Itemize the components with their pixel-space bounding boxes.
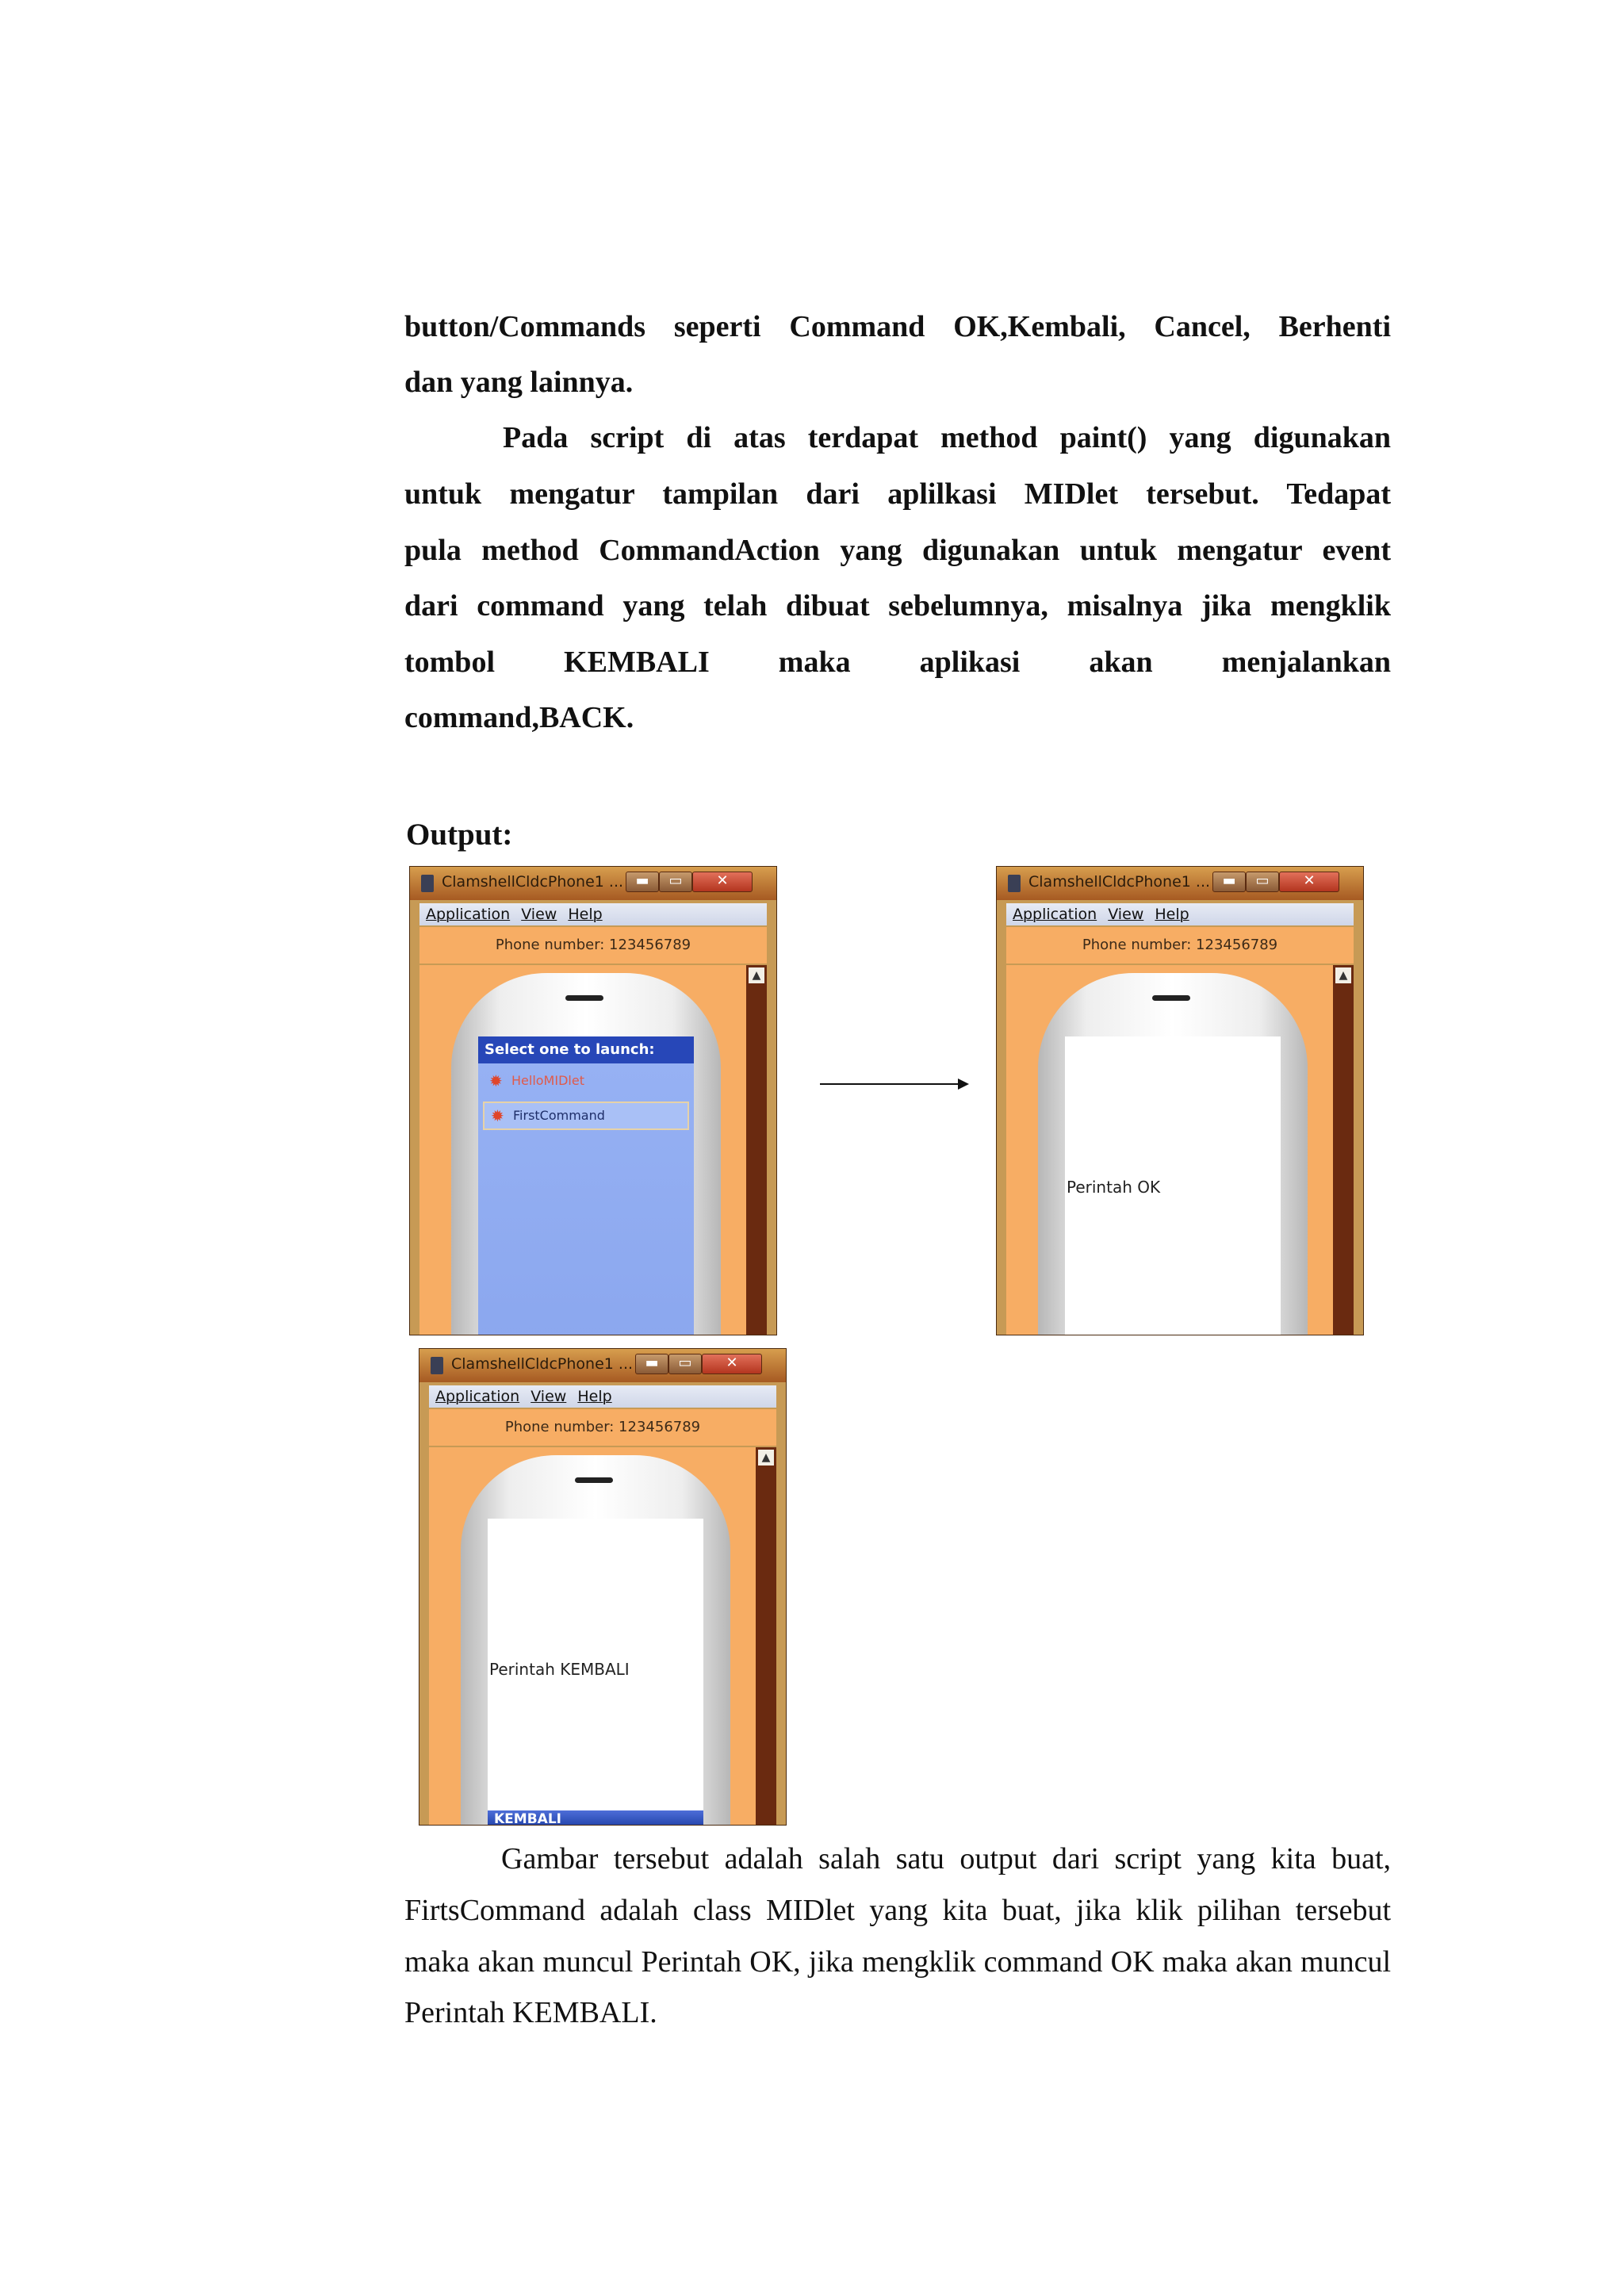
menu-bar	[419, 903, 767, 925]
speaker-icon	[575, 1477, 613, 1483]
phone-device	[451, 973, 721, 1335]
menu-bar	[1006, 903, 1354, 925]
paragraph-line: tombol KEMBALI maka aplikasi akan menjalankan	[404, 646, 1391, 679]
menu-application[interactable]: Application	[1013, 906, 1097, 923]
select-header: Select one to launch:	[478, 1036, 694, 1063]
midlet-icon: ✹	[491, 1106, 504, 1125]
scrollbar[interactable]	[746, 965, 767, 1335]
maximize-button[interactable]: ▭	[659, 872, 692, 892]
phone-icon	[1008, 875, 1021, 892]
window-title: ClamshellCldcPhone1 ...	[1028, 873, 1211, 891]
phone-device	[1038, 973, 1308, 1335]
title-bar	[410, 867, 776, 900]
speaker-icon	[565, 995, 603, 1001]
phone-icon	[421, 875, 434, 892]
screen-message: Perintah OK	[1067, 1178, 1161, 1197]
phone-number-label: Phone number: 123456789	[429, 1409, 776, 1446]
paragraph-line: Perintah KEMBALI.	[404, 1996, 657, 2029]
phone-number-label: Phone number: 123456789	[1006, 927, 1354, 964]
menu-application[interactable]: Application	[435, 1388, 520, 1405]
list-item-hellomidlet[interactable]	[483, 1068, 689, 1094]
midlet-icon: ✹	[489, 1071, 503, 1090]
phone-device	[461, 1455, 730, 1826]
window-title: ClamshellCldcPhone1 ...	[442, 873, 624, 891]
paragraph-line: FirtsCommand adalah class MIDlet yang kita buat, jika klik pilihan tersebut	[404, 1894, 1391, 1927]
paragraph-line: command,BACK.	[404, 701, 634, 734]
kembali-softkey[interactable]: KEMBALI	[494, 1811, 561, 1826]
phone-number-label: Phone number: 123456789	[419, 927, 767, 964]
scroll-up-icon[interactable]: ▲	[1335, 967, 1351, 983]
paragraph-line: maka akan muncul Perintah OK, jika mengklik command OK maka akan muncul	[404, 1945, 1391, 1979]
scroll-up-icon[interactable]: ▲	[749, 967, 764, 983]
menu-help[interactable]: Help	[577, 1388, 612, 1405]
phone-icon	[431, 1357, 443, 1374]
title-bar	[419, 1349, 786, 1382]
menu-view[interactable]: View	[521, 906, 557, 923]
speaker-icon	[1152, 995, 1190, 1001]
soft-key-bar	[488, 1810, 703, 1826]
list-item-firstcommand[interactable]	[483, 1102, 689, 1130]
paragraph-line: Pada script di atas terdapat method paint() yang digunakan	[503, 421, 1391, 454]
paragraph-line: dari command yang telah dibuat sebelumnya, misalnya jika mengklik	[404, 589, 1391, 623]
title-bar	[997, 867, 1363, 900]
emulator-window-launcher	[409, 866, 777, 1335]
scrollbar[interactable]	[1333, 965, 1354, 1335]
maximize-button[interactable]: ▭	[668, 1354, 702, 1374]
menu-view[interactable]: View	[1108, 906, 1144, 923]
output-heading: Output:	[406, 818, 513, 852]
menu-application[interactable]: Application	[426, 906, 511, 923]
close-button[interactable]: ✕	[692, 872, 753, 892]
minimize-button[interactable]: ▬	[626, 872, 659, 892]
menu-view[interactable]: View	[530, 1388, 567, 1405]
phone-screen	[1065, 1036, 1281, 1335]
arrow-line	[820, 1083, 959, 1085]
menu-help[interactable]: Help	[1155, 906, 1189, 923]
list-item-label: FirstCommand	[513, 1108, 605, 1123]
close-button[interactable]: ✕	[702, 1354, 762, 1374]
scrollbar[interactable]	[756, 1447, 776, 1825]
phone-screen	[488, 1519, 703, 1826]
maximize-button[interactable]: ▭	[1246, 872, 1279, 892]
arrow-right-icon	[958, 1079, 969, 1090]
window-title: ClamshellCldcPhone1 ...	[451, 1355, 634, 1373]
phone-screen	[478, 1036, 694, 1335]
emulator-window-ok	[996, 866, 1364, 1335]
list-item-label: HelloMIDlet	[511, 1073, 584, 1088]
paragraph-line: button/Commands seperti Command OK,Kembali, Cancel, Berhenti	[404, 310, 1391, 343]
emulator-window-kembali	[419, 1348, 787, 1826]
menu-bar	[429, 1385, 776, 1408]
paragraph-line: dan yang lainnya.	[404, 366, 634, 399]
scroll-up-icon[interactable]: ▲	[758, 1450, 774, 1466]
paragraph-line: Gambar tersebut adalah salah satu output dari script yang kita buat,	[501, 1842, 1391, 1875]
minimize-button[interactable]: ▬	[635, 1354, 668, 1374]
close-button[interactable]: ✕	[1279, 872, 1339, 892]
paragraph-line: pula method CommandAction yang digunakan untuk mengatur event	[404, 534, 1391, 567]
screen-message: Perintah KEMBALI	[489, 1660, 630, 1679]
paragraph-line: untuk mengatur tampilan dari aplilkasi MIDlet tersebut. Tedapat	[404, 477, 1391, 511]
minimize-button[interactable]: ▬	[1212, 872, 1246, 892]
menu-help[interactable]: Help	[568, 906, 603, 923]
